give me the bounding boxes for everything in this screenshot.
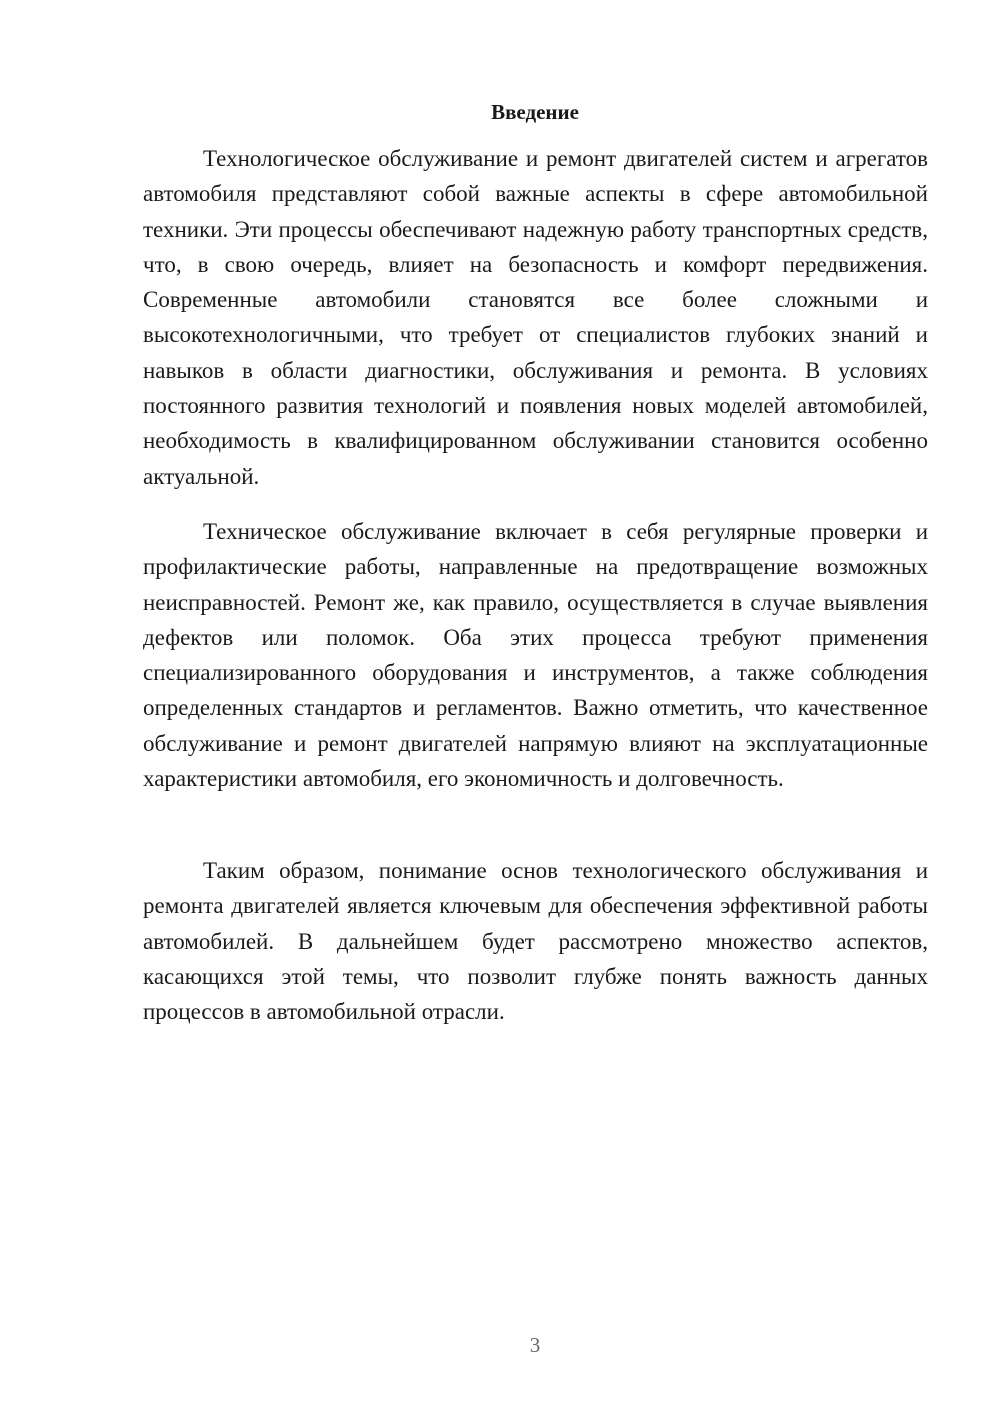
- paragraph-1: Технологическое обслуживание и ремонт двигателей систем и агрегатов автомобиля представляют собой важные аспекты в сфере автомобильной техники. Эти процессы обеспечивают надежную работу транспортных средств, что, в свою очередь, влияет на безопасность и комфорт передвижения. Современные автомобили становятся все более сложными и высокотехнологичными, что требует от специалистов глубоких знаний и навыков в области диагностики, обслуживания и ремонта. В условиях постоянного развития технологий и появления новых моделей автомобилей, необходимость в квалифицированном обслуживании становится особенно актуальной.: [143, 146, 928, 489]
- page-number: 3: [529, 1333, 541, 1357]
- paragraph-2: Техническое обслуживание включает в себя регулярные проверки и профилактические работы, направленные на предотвращение возможных неисправностей. Ремонт же, как правило, осуществляется в случае выявления дефектов или поломок. Оба этих процесса требуют применения специализированного оборудования и инструментов, а также соблюдения определенных стандартов и регламентов. Важно отметить, что качественное обслуживание и ремонт двигателей напрямую влияют на эксплуатационные характеристики автомобиля, его экономичность и долговечность.: [143, 519, 928, 792]
- paragraph-3: Таким образом, понимание основ технологического обслуживания и ремонта двигателей является ключевым для обеспечения эффективной работы автомобилей. В дальнейшем будет рассмотрено множество аспектов, касающихся этой темы, что позволит глубже понять важность данных процессов в автомобильной отрасли.: [143, 858, 928, 1025]
- page-title: Введение: [491, 100, 579, 124]
